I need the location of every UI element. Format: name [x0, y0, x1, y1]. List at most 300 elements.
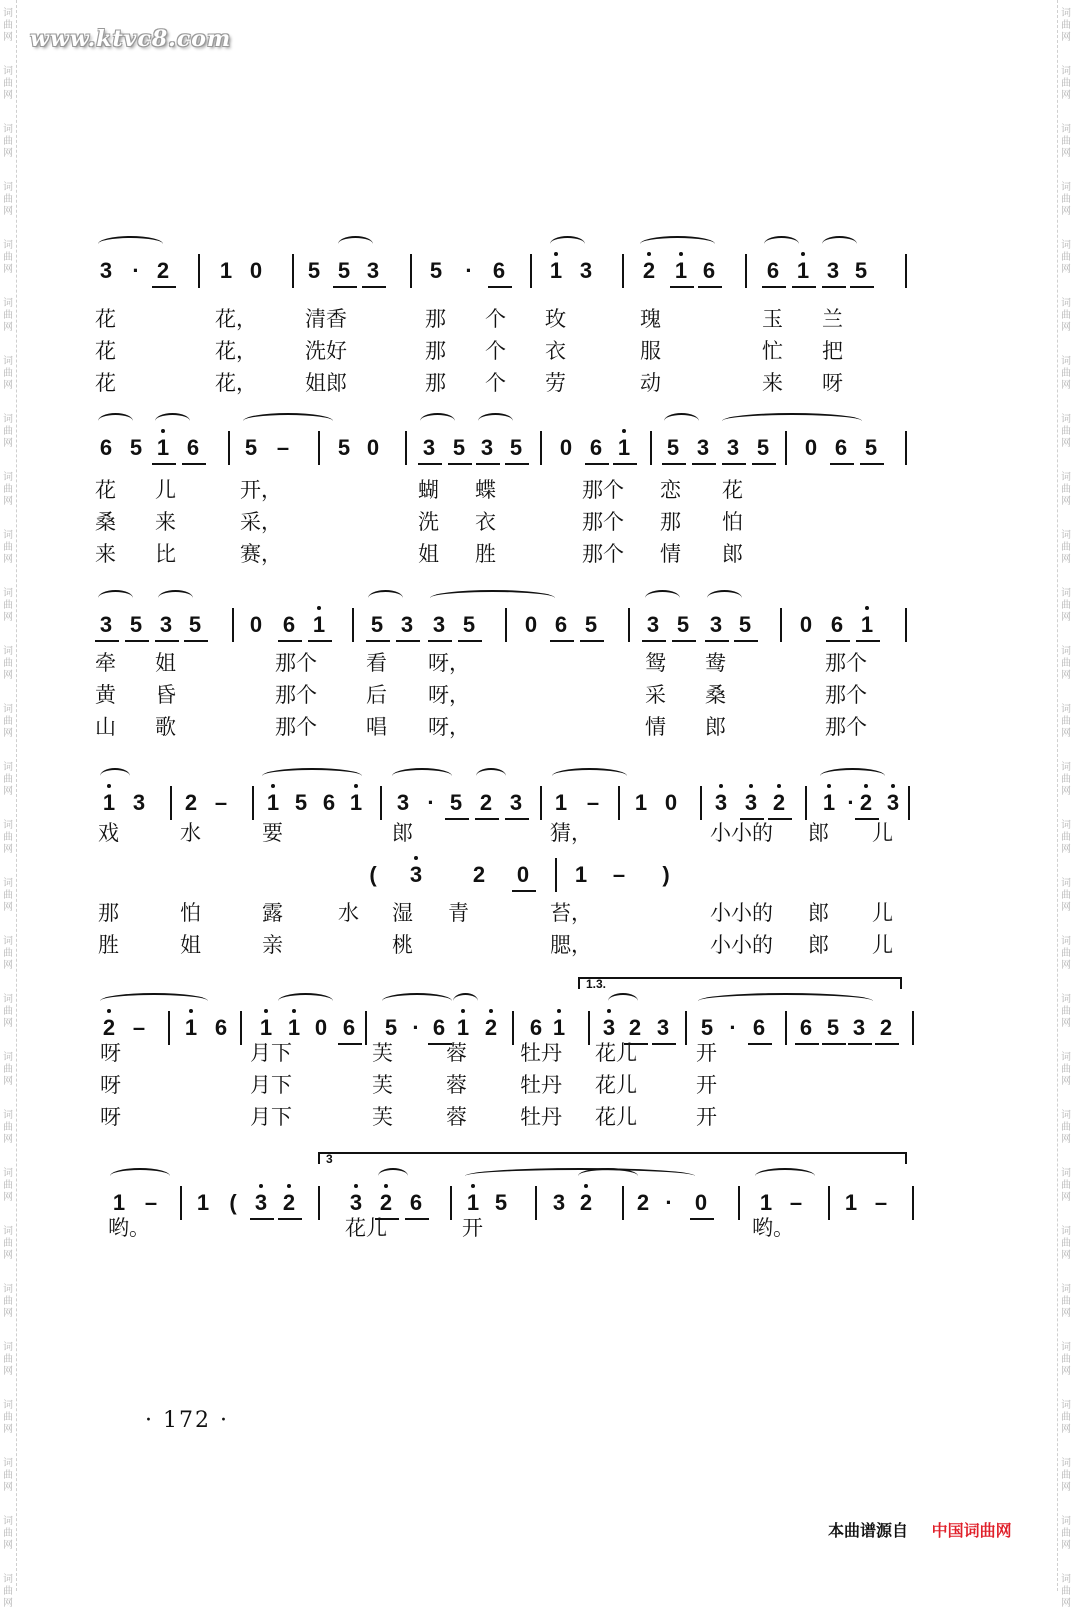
note-digit: –	[276, 435, 290, 460]
octave-high-dot	[777, 784, 781, 788]
note-digit: 5	[449, 790, 463, 815]
slur-mark	[822, 236, 857, 252]
slur-mark	[98, 236, 163, 252]
slur-mark	[338, 236, 373, 252]
score-note	[660, 790, 682, 816]
note-digit: 3	[726, 435, 740, 460]
slur-mark	[640, 236, 715, 252]
duration-underline	[278, 1218, 302, 1220]
note-digit: 3	[744, 790, 758, 815]
lyric-word: 那个	[825, 683, 867, 707]
side-watermark-text: 词曲网	[1061, 588, 1071, 623]
lyric-word: 要	[262, 821, 283, 845]
note-digit: 5	[337, 258, 351, 283]
score-note	[366, 612, 388, 638]
slur-mark	[155, 413, 190, 429]
note-digit: 0	[366, 435, 380, 460]
bar-line	[410, 254, 412, 288]
duration-underline	[476, 463, 500, 465]
side-watermark-text: 词曲网	[1061, 1400, 1071, 1435]
note-digit: 2	[484, 1015, 498, 1040]
lyric-word: 月下	[250, 1105, 292, 1129]
side-watermark-text: 词曲网	[3, 530, 13, 565]
note-digit: 2	[379, 1190, 393, 1215]
lyric-word: 那个	[582, 478, 624, 502]
lyric-word: 情	[645, 715, 666, 739]
slur-mark	[430, 590, 555, 606]
lyric-word: 采，	[240, 510, 282, 534]
lyric-word: 衣	[475, 510, 496, 534]
side-watermark-text: 词曲网	[1061, 936, 1071, 971]
note-digit: 5	[700, 1015, 714, 1040]
score-note	[768, 790, 790, 816]
score-note	[860, 435, 882, 461]
bar-line	[905, 254, 907, 288]
lyric-word: 戏	[98, 821, 119, 845]
lyric-word: 个	[485, 307, 506, 331]
score-note	[550, 612, 572, 638]
slur-mark	[262, 768, 362, 784]
score-note	[598, 1015, 620, 1041]
side-watermark-text: 词曲网	[1061, 878, 1071, 913]
lyric-word: 蓉	[446, 1105, 467, 1129]
lyric-word: 呀	[100, 1041, 121, 1065]
duration-underline	[690, 1218, 714, 1220]
slur-mark	[98, 590, 133, 606]
lyric-word: 恋	[660, 478, 681, 502]
score-note	[580, 612, 602, 638]
side-watermark-text: 词曲网	[1061, 1226, 1071, 1261]
score-note	[362, 435, 384, 461]
lyric-word: 蝶	[475, 478, 496, 502]
lyric-word: 苔，	[550, 901, 592, 925]
score-note	[830, 435, 852, 461]
score-note	[488, 258, 510, 284]
score-note	[318, 790, 340, 816]
note-digit: 0	[664, 790, 678, 815]
score-note	[630, 790, 652, 816]
note-digit: –	[144, 1190, 158, 1215]
lyric-word: 牡丹	[520, 1041, 562, 1065]
slur-mark	[378, 1168, 408, 1184]
duration-underline	[95, 640, 119, 642]
bar-line	[908, 786, 910, 820]
lyric-word: 后	[366, 683, 387, 707]
note-digit: 6	[342, 1015, 356, 1040]
lyric-word: 花	[95, 339, 116, 363]
note-digit: 1	[674, 258, 688, 283]
slur-mark	[707, 590, 742, 606]
bar-line	[352, 608, 354, 642]
lyric-word: 动	[640, 371, 661, 395]
score-note	[548, 1190, 570, 1216]
slur-mark	[382, 993, 452, 1009]
note-digit: 1	[112, 1190, 126, 1215]
note-digit: 1	[349, 790, 363, 815]
lyric-word: 郎	[808, 901, 829, 925]
lyric-word: 呀	[822, 371, 843, 395]
note-digit: 1	[860, 612, 874, 637]
score-note	[458, 258, 480, 284]
duration-underline	[642, 640, 666, 642]
octave-high-dot	[287, 1184, 291, 1188]
note-digit: 6	[432, 1015, 446, 1040]
score-note	[95, 435, 117, 461]
score-note	[182, 435, 204, 461]
score-note	[785, 1190, 807, 1216]
octave-high-dot	[827, 784, 831, 788]
slur-mark	[476, 768, 506, 784]
duration-underline	[722, 463, 746, 465]
note-digit: 3	[709, 612, 723, 637]
lyric-word: 花儿	[595, 1041, 637, 1065]
side-watermark-text: 词曲网	[1061, 124, 1071, 159]
lyric-word: 芙	[372, 1073, 393, 1097]
octave-high-dot	[317, 606, 321, 610]
duration-underline	[308, 640, 332, 642]
score-note	[405, 862, 427, 888]
octave-high-dot	[607, 1009, 611, 1013]
slur-mark	[243, 413, 333, 429]
score-note	[333, 258, 355, 284]
note-digit: 0	[249, 612, 263, 637]
note-digit: 0	[559, 435, 573, 460]
lyric-word: 呀	[100, 1105, 121, 1129]
score-note	[670, 258, 692, 284]
octave-high-dot	[679, 252, 683, 256]
duration-underline	[830, 463, 854, 465]
score-note	[658, 1190, 680, 1216]
duration-underline	[512, 890, 536, 892]
note-digit: 1	[822, 790, 836, 815]
lyric-word: 牵	[95, 651, 116, 675]
bar-line	[555, 858, 557, 892]
lyric-word: 郎	[722, 542, 743, 566]
duration-underline	[250, 1218, 274, 1220]
note-digit: 3	[714, 790, 728, 815]
score-note	[762, 258, 784, 284]
score-note	[555, 435, 577, 461]
lyric-word: 郎	[705, 715, 726, 739]
duration-underline	[850, 286, 874, 288]
lyric-word: 黄	[95, 683, 116, 707]
note-digit: 6	[554, 612, 568, 637]
note-digit: 5	[826, 1015, 840, 1040]
score-note	[800, 435, 822, 461]
score-note	[696, 1015, 718, 1041]
score-note	[152, 435, 174, 461]
side-watermark-text: 词曲网	[1061, 704, 1071, 739]
score-note	[582, 790, 604, 816]
lyric-word: 呀，	[428, 683, 470, 707]
bar-line	[588, 1011, 590, 1045]
score-note	[480, 1015, 502, 1041]
side-watermark-text: 词曲网	[3, 414, 13, 449]
side-watermark-text: 词曲网	[3, 1168, 13, 1203]
lyric-word: 呀，	[428, 651, 470, 675]
duration-underline	[822, 286, 846, 288]
score-note	[333, 435, 355, 461]
volta-bracket	[318, 1152, 907, 1164]
bar-line	[365, 1011, 367, 1045]
note-digit: ·	[847, 790, 855, 815]
side-watermark-text: 词曲网	[1061, 472, 1071, 507]
lyric-word: 湿	[392, 901, 413, 925]
side-watermark-text: 词曲网	[3, 588, 13, 623]
lyric-word: 清香	[305, 307, 347, 331]
lyric-word: 花	[722, 478, 743, 502]
note-digit: 5	[337, 435, 351, 460]
lyric-word: 花儿	[595, 1073, 637, 1097]
bar-line	[905, 431, 907, 465]
note-digit: 6	[752, 1015, 766, 1040]
side-watermark-text: 词曲网	[1061, 1284, 1071, 1319]
score-note	[795, 612, 817, 638]
side-watermark-text: 词曲网	[3, 878, 13, 913]
score-note	[818, 790, 840, 816]
source-note	[828, 1518, 1012, 1541]
score-note	[512, 862, 534, 888]
side-watermark-text: 词曲网	[3, 646, 13, 681]
volta-bracket	[578, 977, 902, 989]
note-digit: 2	[282, 1190, 296, 1215]
note-digit: ·	[412, 1015, 420, 1040]
left-watermark-strip	[0, 0, 17, 1609]
score-note	[850, 258, 872, 284]
duration-underline	[860, 463, 884, 465]
bar-line	[512, 1011, 514, 1045]
bar-line	[240, 1011, 242, 1045]
side-watermark-text: 词曲网	[1061, 182, 1071, 217]
octave-high-dot	[557, 1009, 561, 1013]
octave-high-dot	[719, 784, 723, 788]
score-note	[710, 790, 732, 816]
score-note	[856, 612, 878, 638]
note-digit: 3	[366, 258, 380, 283]
note-digit: 1	[259, 1015, 273, 1040]
lyric-word: 看	[366, 651, 387, 675]
note-digit: 6	[322, 790, 336, 815]
bar-line	[738, 1186, 740, 1220]
note-digit: 2	[156, 258, 170, 283]
slur-mark	[420, 413, 455, 429]
side-watermark-text: 词曲网	[1061, 994, 1071, 1029]
score-note	[490, 1190, 512, 1216]
duration-underline	[396, 640, 420, 642]
lyric-word: 花	[95, 478, 116, 502]
lyric-word: 芙	[372, 1105, 393, 1129]
score-note	[98, 1015, 120, 1041]
duration-underline	[488, 286, 512, 288]
side-watermark-text: 词曲网	[1061, 762, 1071, 797]
note-digit: 3	[852, 1015, 866, 1040]
note-digit: 1	[456, 1015, 470, 1040]
lyric-word: 那	[425, 339, 446, 363]
note-digit: 0	[249, 258, 263, 283]
note-digit: 2	[636, 1190, 650, 1215]
slur-mark	[100, 993, 208, 1009]
note-digit: –	[874, 1190, 888, 1215]
note-digit: 5	[462, 612, 476, 637]
score-note	[250, 1190, 272, 1216]
octave-high-dot	[554, 252, 558, 256]
duration-underline	[698, 286, 722, 288]
bar-line	[805, 786, 807, 820]
score-note	[870, 1190, 892, 1216]
note-digit: 6	[492, 258, 506, 283]
lyric-word: 花儿	[345, 1216, 387, 1240]
right-watermark-strip	[1057, 0, 1074, 1609]
note-digit: 5	[188, 612, 202, 637]
duration-underline	[550, 640, 574, 642]
lyric-word: 情	[660, 542, 681, 566]
lyric-word: 衣	[545, 339, 566, 363]
note-digit: 1	[554, 790, 568, 815]
note-digit: 1	[102, 790, 116, 815]
note-digit: 6	[282, 612, 296, 637]
bar-line	[685, 1011, 687, 1045]
duration-underline	[672, 640, 696, 642]
duration-underline	[152, 286, 176, 288]
note-digit: 3	[159, 612, 173, 637]
bar-line	[912, 1011, 914, 1045]
octave-high-dot	[647, 252, 651, 256]
lyric-word: 姐郎	[305, 371, 347, 395]
side-watermark-text: 词曲网	[1061, 1574, 1071, 1609]
score-note	[632, 1190, 654, 1216]
side-watermark-text: 词曲网	[3, 124, 13, 159]
lyric-word: 玉	[762, 307, 783, 331]
note-digit: 2	[184, 790, 198, 815]
note-digit: –	[586, 790, 600, 815]
note-digit: 0	[804, 435, 818, 460]
note-digit: 5	[452, 435, 466, 460]
lyric-word: 猜，	[550, 821, 592, 845]
octave-high-dot	[891, 784, 895, 788]
octave-high-dot	[354, 1184, 358, 1188]
lyric-word: 怕	[180, 901, 201, 925]
score-note	[740, 790, 762, 816]
note-digit: 1	[634, 790, 648, 815]
note-digit: 5	[738, 612, 752, 637]
score-note	[278, 1190, 300, 1216]
note-digit: )	[662, 862, 670, 887]
lyric-word: 花，	[215, 371, 257, 395]
duration-underline	[458, 640, 482, 642]
score-note	[125, 612, 147, 638]
bar-line	[232, 608, 234, 642]
duration-underline	[848, 1043, 872, 1045]
lyric-word: 昏	[155, 683, 176, 707]
note-digit: 2	[579, 1190, 593, 1215]
note-digit: 1	[156, 435, 170, 460]
bar-line	[785, 1011, 787, 1045]
score-note	[95, 258, 117, 284]
lyric-word: 花	[95, 307, 116, 331]
score-note	[240, 435, 262, 461]
side-watermark-text: 词曲网	[3, 762, 13, 797]
bar-line	[628, 608, 630, 642]
score-note	[882, 790, 904, 816]
octave-high-dot	[864, 784, 868, 788]
slur-mark	[698, 993, 873, 1009]
note-digit: 3	[886, 790, 900, 815]
note-digit: (	[369, 862, 377, 887]
note-digit: 5	[429, 258, 443, 283]
score-note	[748, 1015, 770, 1041]
score-note	[140, 1190, 162, 1216]
score-note	[525, 1015, 547, 1041]
score-note	[792, 258, 814, 284]
note-digit: 6	[186, 435, 200, 460]
score-note	[548, 1015, 570, 1041]
score-note	[734, 612, 756, 638]
note-digit: ·	[427, 790, 435, 815]
score-note	[405, 1015, 427, 1041]
duration-underline	[475, 818, 499, 820]
score-note	[462, 1190, 484, 1216]
score-note	[125, 258, 147, 284]
score-note	[128, 1015, 150, 1041]
side-watermark-text: 词曲网	[3, 1226, 13, 1261]
score-note	[655, 862, 677, 888]
note-digit: 5	[854, 258, 868, 283]
source-site-link[interactable]: 中国词曲网	[931, 1521, 1012, 1540]
side-watermark-text: 词曲网	[1061, 1342, 1071, 1377]
score-note	[125, 435, 147, 461]
note-digit: 1	[219, 258, 233, 283]
score-note	[362, 862, 384, 888]
score-note	[822, 258, 844, 284]
score-note	[345, 790, 367, 816]
note-digit: 6	[529, 1015, 543, 1040]
lyric-word: 哟。	[752, 1216, 794, 1240]
lyric-word: 姐	[180, 933, 201, 957]
lyric-word: 儿	[872, 821, 893, 845]
score-note	[308, 612, 330, 638]
side-watermark-text: 词曲网	[1061, 646, 1071, 681]
note-digit: 2	[102, 1015, 116, 1040]
note-digit: 3	[132, 790, 146, 815]
lyric-word: 来	[155, 510, 176, 534]
note-digit: 5	[676, 612, 690, 637]
duration-underline	[333, 286, 357, 288]
score-note	[855, 790, 877, 816]
note-digit: 2	[479, 790, 493, 815]
side-watermark-text: 词曲网	[3, 1342, 13, 1377]
side-watermark-text: 词曲网	[3, 66, 13, 101]
score-note	[575, 258, 597, 284]
note-digit: –	[612, 862, 626, 887]
bar-line	[650, 431, 652, 465]
side-watermark-text: 词曲网	[3, 1516, 13, 1551]
lyric-word: 桑	[95, 510, 116, 534]
lyric-word: 花，	[215, 307, 257, 331]
score-note	[875, 1015, 897, 1041]
note-digit: 3	[400, 612, 414, 637]
note-digit: 1	[617, 435, 631, 460]
bar-line	[745, 254, 747, 288]
score-note	[245, 258, 267, 284]
score-note	[476, 435, 498, 461]
note-digit: 3	[602, 1015, 616, 1040]
duration-underline	[752, 463, 776, 465]
side-watermark-text: 词曲网	[3, 182, 13, 217]
lyric-word: 把	[822, 339, 843, 363]
lyric-word: 郎	[808, 821, 829, 845]
lyric-word: 牡丹	[520, 1105, 562, 1129]
duration-underline	[366, 640, 390, 642]
